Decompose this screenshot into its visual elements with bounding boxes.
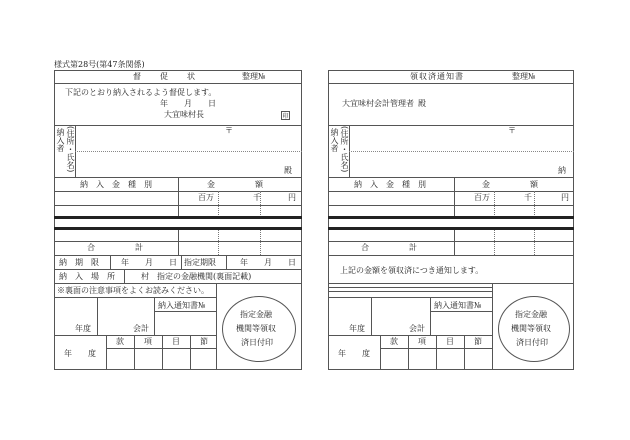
left-invoice-label: 納入通知書№ (158, 301, 206, 310)
left-issuer: 大宜味村長 (164, 110, 204, 119)
right-rule-7 (328, 255, 574, 256)
right-budget-div-1 (408, 335, 409, 370)
right-budget-kou: 項 (418, 337, 426, 346)
left-fiscal-year: 年度 (75, 324, 91, 333)
right-dash-1 (494, 191, 495, 217)
right-account: 会計 (409, 324, 425, 333)
left-deadline-div-2 (181, 255, 182, 269)
left-payer-dotted (75, 151, 302, 152)
left-place-value: 村 指定の金融機関(裏面記載) (141, 272, 252, 281)
left-place-label: 納 入 場 所 (59, 272, 115, 281)
left-budget-setsu: 節 (200, 337, 208, 346)
left-total-label: 合 計 (87, 243, 143, 252)
left-budget-kou: 項 (144, 337, 152, 346)
left-rule-9 (54, 283, 302, 284)
left-budget-div-1 (134, 335, 135, 370)
right-budget-div-2 (436, 335, 437, 370)
left-budget-kan: 款 (116, 337, 124, 346)
left-rule-4 (54, 191, 302, 192)
left-payer-label: 納入者 (56, 128, 65, 152)
right-stamp-line-3: 済日付印 (516, 338, 548, 347)
left-designated-date: 年 月 日 (240, 258, 296, 267)
left-header-rule (54, 83, 302, 84)
left-total-divider (178, 230, 179, 255)
left-budget-div-2 (162, 335, 163, 370)
left-account: 会計 (133, 324, 149, 333)
left-rule-10 (54, 297, 216, 298)
right-rule-8 (328, 283, 574, 284)
left-invoice-rule (154, 311, 216, 312)
right-acct-div (430, 297, 431, 335)
left-form-title: 督 促 状 (133, 72, 196, 81)
left-stamp-divider (216, 283, 217, 370)
right-nou: 納 (558, 166, 566, 175)
left-notice: ※裏面の注意事項をよくお読みください。 (57, 286, 209, 295)
left-thick-rule-1 (54, 216, 302, 219)
left-seal-mark: 印 (282, 113, 289, 120)
left-budget-div-0 (106, 335, 107, 370)
right-unit-thousand: 千 (524, 193, 532, 202)
left-acct-div (154, 297, 155, 335)
left-col-amount: 金 額 (207, 180, 263, 189)
left-budget-moku: 目 (172, 337, 180, 346)
right-tono: 殿 (418, 99, 426, 108)
right-budget-setsu: 節 (474, 337, 482, 346)
right-invoice-label: 納入通知書№ (434, 301, 482, 310)
right-col-divider (454, 177, 455, 217)
form-number: 様式第28号(第47条関係) (54, 60, 145, 69)
left-date: 年 月 日 (160, 99, 216, 108)
left-unit-million: 百万 (198, 193, 214, 202)
left-total-dash-1 (218, 230, 219, 255)
left-fy-div (97, 297, 98, 335)
right-stamp-divider (492, 283, 493, 370)
right-notice-text: 上記の金額を領収済につき通知します。 (340, 266, 484, 275)
right-payer-label: 納入者 (330, 128, 339, 152)
left-col-divider (178, 177, 179, 217)
right-unit-million: 百万 (474, 193, 490, 202)
left-tono: 殿 (284, 166, 292, 175)
right-col-amount: 金 額 (482, 180, 538, 189)
right-budget-div-0 (380, 335, 381, 370)
left-postal-mark: 〒 (225, 126, 233, 135)
left-rule-2 (54, 125, 302, 126)
right-seiri-label: 整理№ (512, 72, 536, 81)
left-stamp-line-1: 指定金融 (240, 310, 272, 319)
left-rule-11 (54, 335, 216, 336)
right-total-dash-1 (494, 230, 495, 255)
left-deadline-div-1 (110, 255, 111, 269)
left-seiri-label: 整理№ (242, 72, 266, 81)
left-rule-5 (54, 205, 302, 206)
right-payer-sub: (住所・氏名) (340, 126, 349, 173)
left-rule-8 (54, 269, 302, 270)
left-deadline-div-3 (226, 255, 227, 269)
right-header-rule (328, 83, 574, 84)
left-lead-text: 下記のとおり納入されるよう督促します。 (65, 88, 217, 97)
left-unit-thousand: 千 (253, 193, 261, 202)
left-col-type: 納 入 金 種 別 (80, 180, 152, 189)
right-fine-rule-2 (328, 291, 492, 292)
right-rule-2 (328, 125, 574, 126)
left-dash-1 (218, 191, 219, 217)
right-thick-rule-2 (328, 227, 574, 230)
right-dash-2 (534, 191, 535, 217)
left-rule-6 (54, 241, 302, 242)
left-rule-7 (54, 255, 302, 256)
right-total-dash-2 (534, 230, 535, 255)
right-thick-rule-1 (328, 216, 574, 219)
right-rule-9 (328, 297, 492, 298)
right-invoice-rule (430, 311, 492, 312)
right-rule-4 (328, 191, 574, 192)
right-total-label: 合 計 (361, 243, 417, 252)
right-budget-kan: 款 (390, 337, 398, 346)
right-col-type: 納 入 金 種 別 (354, 180, 426, 189)
left-total-dash-2 (260, 230, 261, 255)
left-year-label: 年 度 (64, 349, 96, 358)
left-designated-label: 指定期限 (184, 258, 216, 267)
left-deadline-label: 納 期 限 (59, 258, 99, 267)
right-stamp-line-2: 機関等領収 (511, 324, 551, 333)
left-budget-div-3 (190, 335, 191, 370)
left-stamp-line-2: 機関等領収 (236, 324, 276, 333)
right-fy-div (371, 297, 372, 335)
right-postal-mark: 〒 (508, 126, 516, 135)
left-stamp-line-3: 済日付印 (241, 338, 273, 347)
right-unit-yen: 円 (561, 193, 569, 202)
left-deadline-date: 年 月 日 (121, 258, 177, 267)
right-total-divider (454, 230, 455, 255)
left-unit-yen: 円 (288, 193, 296, 202)
right-addressee: 大宜味村会計管理者 (342, 99, 414, 108)
right-year-label: 年 度 (338, 349, 370, 358)
right-payer-dotted (349, 151, 574, 152)
left-dash-2 (260, 191, 261, 217)
right-budget-div-3 (464, 335, 465, 370)
right-fine-rule-1 (328, 287, 492, 288)
right-rule-5 (328, 205, 574, 206)
left-payer-sub: (住所・氏名) (66, 126, 75, 173)
left-place-div (124, 269, 125, 283)
right-budget-moku: 目 (446, 337, 454, 346)
right-rule-6 (328, 241, 574, 242)
right-rule-3 (328, 177, 574, 178)
right-fiscal-year: 年度 (349, 324, 365, 333)
right-budget-rule (380, 348, 492, 349)
right-stamp-line-1: 指定金融 (515, 310, 547, 319)
right-rule-10 (328, 335, 492, 336)
left-budget-rule (106, 348, 216, 349)
right-form-title: 領収済通知書 (410, 72, 464, 81)
